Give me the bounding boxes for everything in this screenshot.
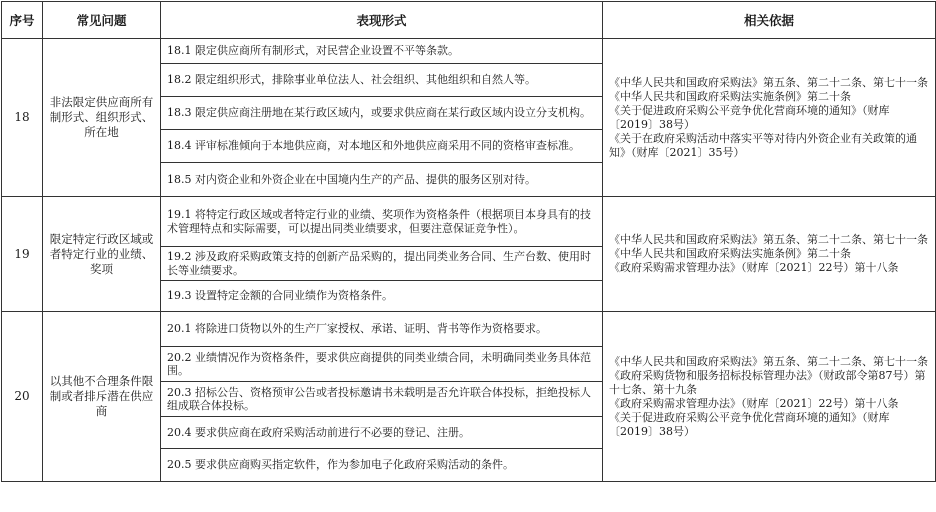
basis-item: 《政府采购货物和服务招标投标管理办法》（财政部令第87号）第十七条、第十九条	[609, 368, 926, 396]
row-basis	[603, 39, 936, 197]
form-item: 19.3 设置特定金额的合同业绩作为资格条件。	[167, 289, 393, 303]
procurement-issues-table	[1, 1, 936, 482]
row-issue: 非法限定供应商所有制形式、组织形式、所在地	[43, 39, 161, 197]
row-index: 18	[2, 39, 43, 197]
row-index: 19	[2, 197, 43, 312]
form-item: 20.5 要求供应商购买指定软件，作为参加电子化政府采购活动的条件。	[167, 458, 514, 472]
table-row	[2, 39, 936, 197]
form-item: 18.3 限定供应商注册地在某行政区域内，或要求供应商在某行政区域内设立分支机构。	[161, 97, 602, 130]
basis-item: 《关于在政府采购活动中落实平等对待内外资企业有关政策的通知》（财库〔2021〕35号）	[609, 131, 917, 159]
basis-item: 《中华人民共和国政府采购法》第五条、第二十二条、第七十一条	[609, 233, 928, 246]
row-basis	[603, 197, 936, 312]
header-forms: 表现形式	[161, 2, 603, 39]
row-index: 20	[2, 312, 43, 482]
form-item: 20.2 业绩情况作为资格条件，要求供应商提供的同类业绩合同，未明确同类业务具体范围。	[161, 347, 602, 382]
basis-item: 《政府采购需求管理办法》（财库〔2021〕22号）第十八条	[609, 396, 899, 410]
row-forms	[161, 39, 603, 197]
form-item: 20.3 招标公告、资格预审公告或者投标邀请书未载明是否允许联合体投标，拒绝投标人组成联合体投标。	[161, 382, 602, 417]
form-item: 18.2 限定组织形式，排除事业单位法人、社会组织、其他组织和自然人等。	[161, 64, 602, 97]
header-issue: 常见问题	[43, 2, 161, 39]
basis-item: 《中华人民共和国政府采购法实施条例》第二十条	[609, 89, 851, 103]
table-row	[2, 197, 936, 312]
form-item: 20.4 要求供应商在政府采购活动前进行不必要的登记、注册。	[161, 417, 602, 449]
basis-item: 《关于促进政府采购公平竞争优化营商环境的通知》（财库〔2019〕38号）	[609, 103, 890, 131]
form-item: 18.1 限定供应商所有制形式，对民营企业设置不平等条款。	[161, 39, 602, 64]
row-issue: 限定特定行政区域或者特定行业的业绩、奖项	[43, 197, 161, 312]
form-item: 18.5 对内资企业和外资企业在中国境内生产的产品、提供的服务区别对待。	[167, 172, 536, 186]
row-forms	[161, 197, 603, 312]
basis-item: 《中华人民共和国政府采购法》第五条、第二十二条、第七十一条	[609, 75, 928, 89]
table-row	[2, 312, 936, 482]
basis-item: 《中华人民共和国政府采购法实施条例》第二十条	[609, 247, 851, 260]
form-item: 19.1 将特定行政区域或者特定行业的业绩、奖项作为资格条件（根据项目本身具有的技术管理特点和实际需要，可以提出同类业绩要求，但要注意保证竞争性）。	[161, 197, 602, 247]
form-item: 20.1 将除进口货物以外的生产厂家授权、承诺、证明、背书等作为资格要求。	[161, 312, 602, 347]
header-basis: 相关依据	[603, 2, 936, 39]
row-forms	[161, 312, 603, 482]
row-issue: 以其他不合理条件限制或者排斥潜在供应商	[43, 312, 161, 482]
header-row	[2, 2, 936, 39]
form-item: 18.4 评审标准倾向于本地供应商，对本地区和外地供应商采用不同的资格审查标准。	[161, 130, 602, 163]
form-item: 19.2 涉及政府采购政策支持的创新产品采购的，提出同类业务合同、生产台数、使用时长等业绩要求。	[161, 247, 602, 281]
basis-item: 《中华人民共和国政府采购法》第五条、第二十二条、第七十一条	[609, 354, 928, 368]
header-index: 序号	[2, 2, 43, 39]
basis-item: 《关于促进政府采购公平竞争优化营商环境的通知》（财库〔2019〕38号）	[609, 410, 890, 438]
row-basis	[603, 312, 936, 482]
basis-item: 《政府采购需求管理办法》（财库〔2021〕22号）第十八条	[609, 261, 899, 274]
